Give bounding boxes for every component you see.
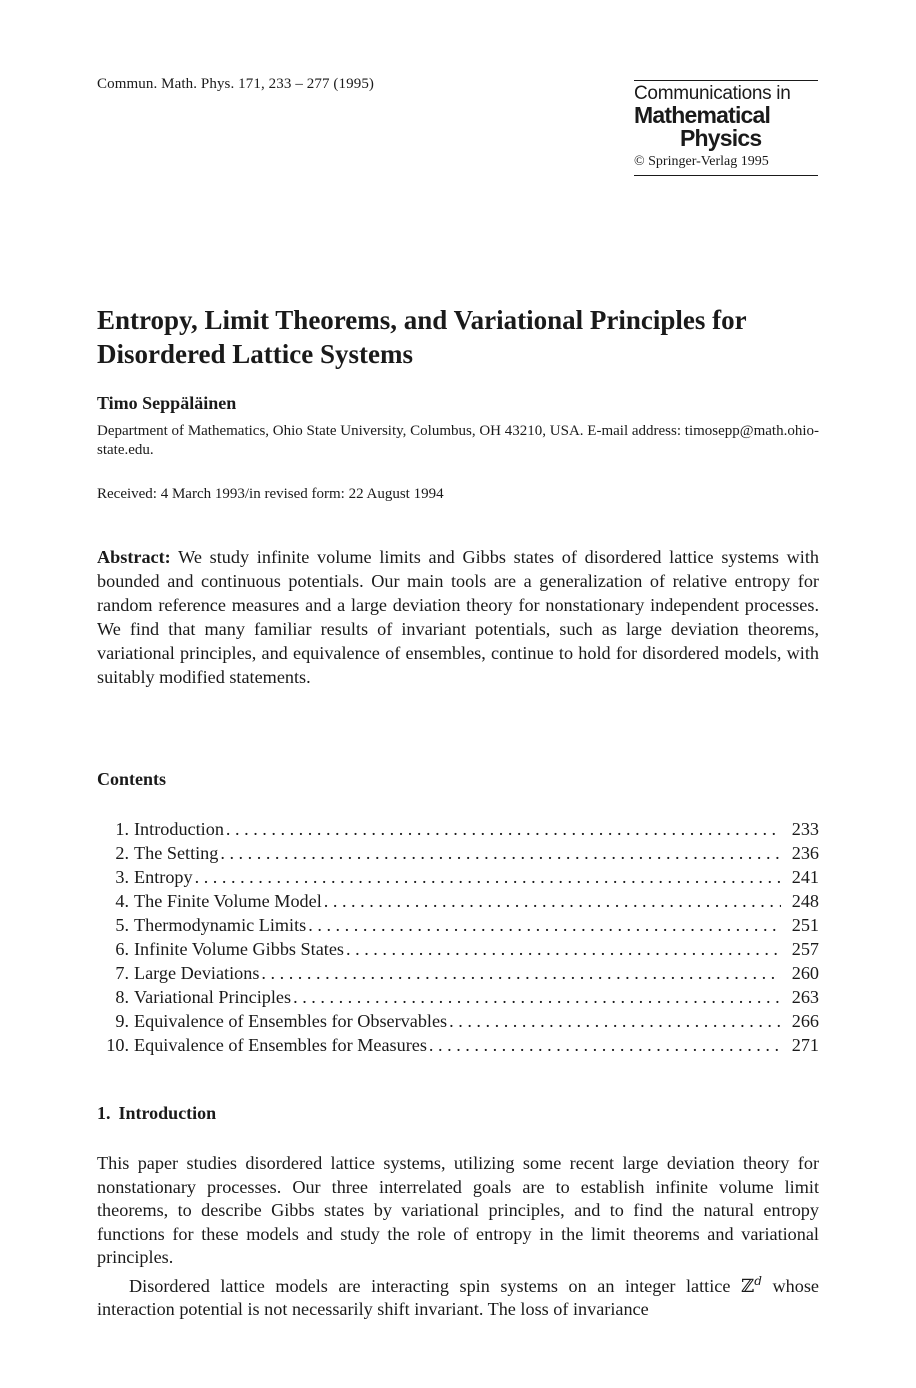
section-heading-introduction bbox=[97, 1103, 216, 1124]
toc-number: 2. bbox=[115, 843, 129, 863]
abstract-text: We study infinite volume limits and Gibbs states of disordered lattice systems with bounded and continuous potentials. Our main tools are a generalization of relative entropy for random reference measures and a large deviation theory for nonstationary independent processes. We find that many familiar results of invariant potentials, such as large deviation theorems, variational principles, and equivalence of ensembles, continue to hold for disordered models, with suitably modified statements. bbox=[97, 547, 819, 687]
toc-title: Equivalence of Ensembles for Measures bbox=[134, 1035, 427, 1055]
toc-page: 233 bbox=[791, 819, 819, 839]
paragraph-2-start: Disordered lattice models are interacting spin systems on an integer lattice bbox=[129, 1275, 731, 1296]
toc-entry bbox=[97, 841, 819, 865]
toc-page: 260 bbox=[791, 963, 819, 983]
toc-page: 263 bbox=[791, 987, 819, 1007]
toc-entry bbox=[97, 817, 819, 841]
introduction-paragraph-1: This paper studies disordered lattice systems, utilizing some recent large deviation theory for nonstationary processes. Our three interrelated goals are to establish infinite volume limit theorems, to describe Gibbs states by variational principles, and to find the natural entropy functions for these models and study the role of entropy in the limit theorems and variational principles. bbox=[97, 1153, 819, 1267]
integer-lattice-symbol bbox=[741, 1273, 762, 1297]
toc-leader bbox=[220, 841, 781, 865]
toc-title: The Finite Volume Model bbox=[134, 891, 322, 911]
toc-page: 266 bbox=[791, 1011, 819, 1031]
toc-title: Large Deviations bbox=[134, 963, 260, 983]
toc-leader bbox=[308, 913, 781, 937]
toc-number: 1. bbox=[115, 819, 129, 839]
introduction-paragraph-2 bbox=[97, 1270, 819, 1322]
table-of-contents bbox=[97, 817, 819, 1057]
toc-title: Thermodynamic Limits bbox=[134, 915, 307, 935]
journal-logo bbox=[634, 80, 818, 176]
section-title: Introduction bbox=[118, 1103, 217, 1123]
toc-entry bbox=[97, 889, 819, 913]
toc-entry bbox=[97, 913, 819, 937]
toc-number: 3. bbox=[115, 867, 129, 887]
toc-page: 271 bbox=[791, 1035, 819, 1055]
toc-leader bbox=[226, 817, 781, 841]
toc-title: Introduction bbox=[134, 819, 224, 839]
lattice-symbol: ℤ bbox=[741, 1275, 755, 1297]
toc-page: 236 bbox=[791, 843, 819, 863]
toc-leader bbox=[324, 889, 781, 913]
toc-number: 4. bbox=[115, 891, 129, 911]
toc-page: 257 bbox=[791, 939, 819, 959]
toc-leader bbox=[449, 1009, 781, 1033]
toc-entry bbox=[97, 937, 819, 961]
toc-title: Variational Principles bbox=[134, 987, 292, 1007]
toc-number: 10. bbox=[106, 1035, 129, 1055]
journal-logo-line3: Physics bbox=[680, 125, 762, 151]
toc-page: 248 bbox=[791, 891, 819, 911]
abstract bbox=[97, 545, 819, 689]
author-affiliation: Department of Mathematics, Ohio State University, Columbus, OH 43210, USA. E-mail address: timosepp@math.ohio-state.edu. bbox=[97, 423, 819, 458]
toc-number: 5. bbox=[115, 915, 129, 935]
toc-entry bbox=[97, 1009, 819, 1033]
received-dates: Received: 4 March 1993/in revised form: 22 August 1994 bbox=[97, 486, 444, 502]
toc-number: 8. bbox=[115, 987, 129, 1007]
author-name: Timo Seppäläinen bbox=[97, 393, 237, 413]
toc-page: 241 bbox=[791, 867, 819, 887]
toc-leader bbox=[195, 865, 781, 889]
toc-title: Entropy bbox=[134, 867, 193, 887]
toc-title: The Setting bbox=[134, 843, 219, 863]
toc-entry bbox=[97, 961, 819, 985]
lattice-exponent: d bbox=[754, 1273, 762, 1288]
toc-leader bbox=[429, 1033, 781, 1057]
toc-leader bbox=[346, 937, 781, 961]
journal-citation: Commun. Math. Phys. 171, 233 – 277 (1995) bbox=[97, 76, 375, 92]
paragraph-2-end: whose interaction potential is not necessarily shift invariant. The loss of invariance bbox=[97, 1275, 820, 1320]
toc-entry bbox=[97, 1033, 819, 1057]
toc-leader bbox=[293, 985, 781, 1009]
abstract-label: Abstract: bbox=[97, 547, 171, 567]
copyright-notice: © Springer-Verlag 1995 bbox=[634, 154, 769, 169]
toc-title: Equivalence of Ensembles for Observables bbox=[134, 1011, 448, 1031]
contents-heading: Contents bbox=[97, 769, 167, 789]
toc-entry bbox=[97, 985, 819, 1009]
toc-leader bbox=[261, 961, 781, 985]
toc-number: 7. bbox=[115, 963, 129, 983]
toc-number: 6. bbox=[115, 939, 129, 959]
toc-title: Infinite Volume Gibbs States bbox=[134, 939, 344, 959]
toc-entry bbox=[97, 865, 819, 889]
toc-page: 251 bbox=[791, 915, 819, 935]
journal-logo-line2: Mathematical bbox=[634, 102, 771, 128]
journal-logo-line1: Communications in bbox=[634, 83, 791, 104]
introduction-body bbox=[97, 1152, 819, 1322]
section-number: 1. bbox=[97, 1103, 111, 1123]
paper-title: Entropy, Limit Theorems, and Variational Principles for Disordered Lattice Systems bbox=[97, 305, 747, 369]
toc-number: 9. bbox=[115, 1011, 129, 1031]
